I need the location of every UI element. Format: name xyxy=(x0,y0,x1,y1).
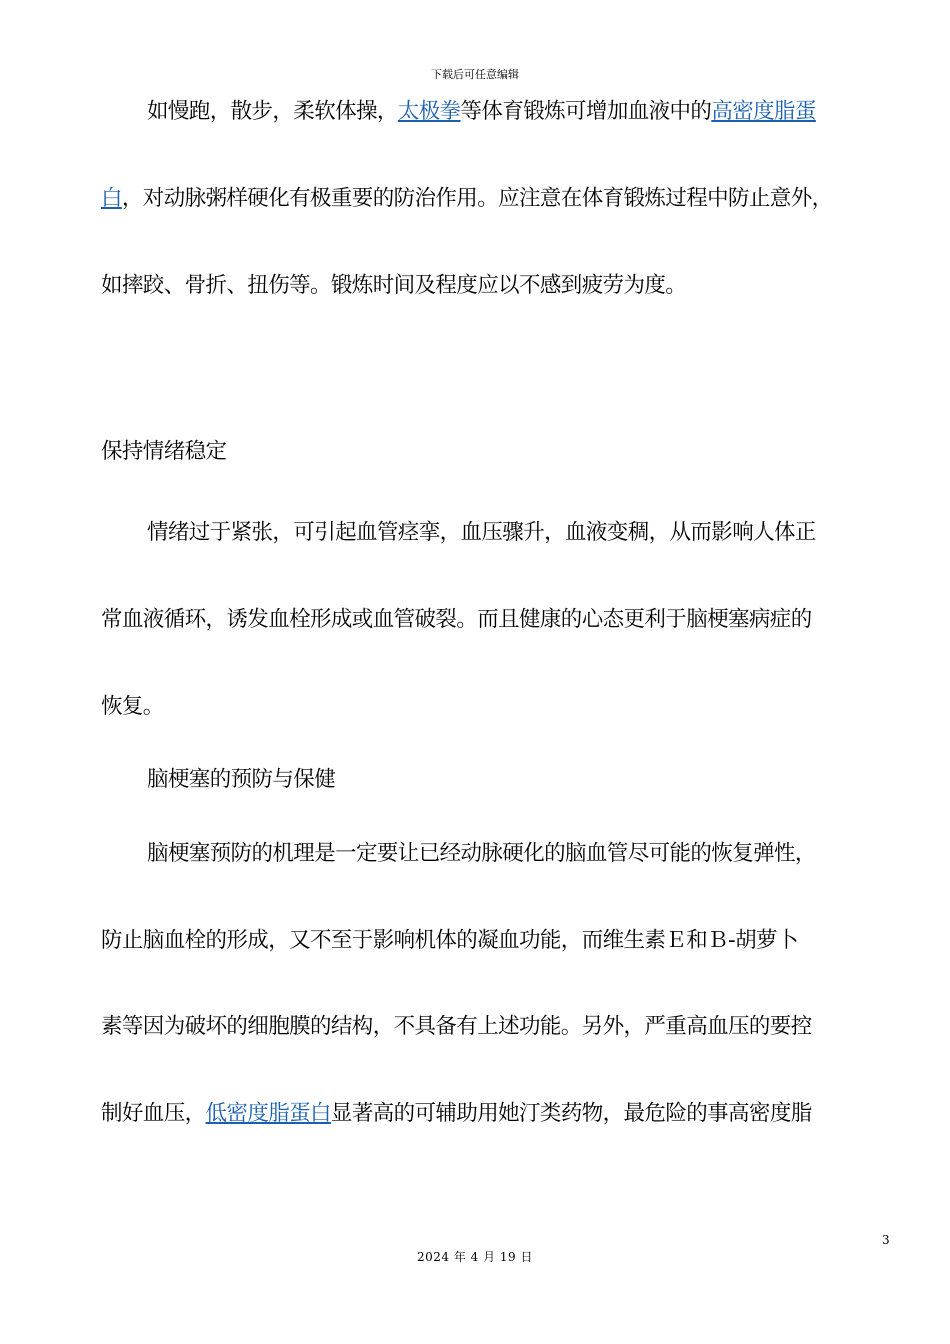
section-heading: 保持情绪稳定 xyxy=(101,439,227,464)
paragraph-line: 常血液循环，诱发血栓形成或血管破裂。而且健康的心态更利于脑梗塞病症的 xyxy=(101,607,812,632)
paragraph-line: 脑梗塞预防的机理是一定要让已经动脉硬化的脑血管尽可能的恢复弹性， xyxy=(147,841,816,866)
section-heading: 脑梗塞的预防与保健 xyxy=(147,767,336,792)
link-hdl-part1[interactable]: 高密度脂蛋 xyxy=(711,99,816,124)
paragraph-line xyxy=(101,184,901,214)
link-hdl-part2[interactable]: 白 xyxy=(101,186,122,211)
paragraph-line: 情绪过于紧张，可引起血管痉挛，血压骤升，血液变稠，从而影响人体正 xyxy=(147,520,816,545)
text-span: 如慢跑，散步，柔软体操， xyxy=(147,99,398,124)
paragraph-line: 如摔跤、骨折、扭伤等。锻炼时间及程度应以不感到疲劳为度。 xyxy=(101,273,687,298)
paragraph-line xyxy=(147,97,907,127)
paragraph-line xyxy=(101,1099,901,1129)
text-span: 制好血压， xyxy=(101,1101,206,1126)
text-span: 显著高的可辅助用她汀类药物，最危险的事高密度脂 xyxy=(330,1101,812,1126)
page-header-caption: 下载后可任意编辑 xyxy=(431,68,519,81)
paragraph-line: 防止脑血栓的形成，又不至于影响机体的凝血功能，而维生素Ｅ和Ｂ-胡萝卜 xyxy=(101,928,798,953)
page-number: 3 xyxy=(882,1233,890,1247)
text-span: ，对动脉粥样硬化有极重要的防治作用。应注意在体育锻炼过程中防止意外， xyxy=(121,186,833,211)
footer-date: 2024 年 4 月 19 日 xyxy=(416,1250,534,1264)
link-ldl[interactable]: 低密度脂蛋白 xyxy=(205,1101,331,1126)
link-taijiquan[interactable]: 太极拳 xyxy=(397,99,461,124)
text-span: 等体育锻炼可增加血液中的 xyxy=(460,99,712,124)
paragraph-line: 恢复。 xyxy=(101,694,164,719)
paragraph-line: 素等因为破坏的细胞膜的结构，不具备有上述功能。另外，严重高血压的要控 xyxy=(101,1014,812,1039)
